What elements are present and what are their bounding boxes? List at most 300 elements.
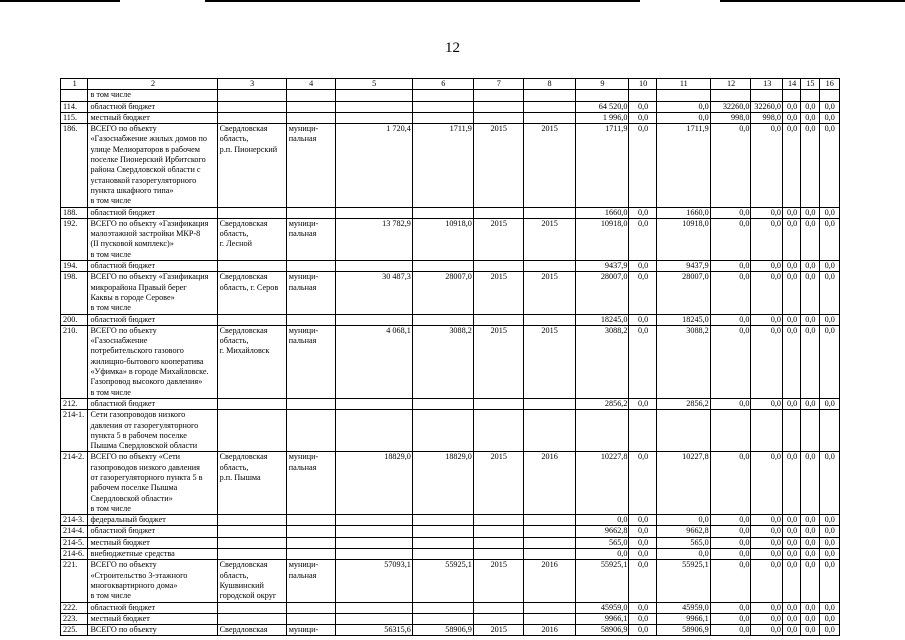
table-cell: 55925,1 [656, 560, 710, 602]
table-cell: 18245,0 [575, 314, 629, 325]
table-cell: 0,0 [801, 207, 819, 218]
table-cell: 13 782,9 [335, 218, 412, 260]
table-cell [523, 613, 575, 624]
table-cell [473, 549, 523, 560]
table-cell: 221. [61, 560, 88, 602]
table-cell: 225. [61, 625, 88, 636]
table-cell: ВСЕГО по объекту «Газоснабжение потребительского газового жилищно-бытового кооператива «Уфимка» в городе Михайловске. Газопровод высокого давления» в том числе [88, 325, 217, 398]
column-header-13: 13 [751, 79, 783, 90]
table-row [61, 613, 840, 624]
table-cell [286, 207, 335, 218]
table-cell: 0,0 [801, 549, 819, 560]
table-cell [523, 90, 575, 101]
table-cell: 0,0 [751, 452, 783, 515]
table-cell: муници- [286, 625, 335, 636]
table-cell [523, 537, 575, 548]
table-cell: 0,0 [782, 549, 800, 560]
table-cell [819, 90, 839, 101]
table-cell: 1 996,0 [575, 112, 629, 123]
table-cell: 0,0 [801, 325, 819, 398]
table-cell: 222. [61, 602, 88, 613]
table-cell: 214-2. [61, 452, 88, 515]
table-cell [782, 410, 800, 452]
table-cell: 28007,0 [412, 272, 473, 314]
table-cell: 0,0 [819, 272, 839, 314]
table-cell [217, 526, 286, 537]
table-cell: 212. [61, 398, 88, 409]
table-cell: 0,0 [751, 613, 783, 624]
table-cell: 55925,1 [412, 560, 473, 602]
table-cell: 0,0 [656, 101, 710, 112]
table-row [61, 101, 840, 112]
table-cell [782, 90, 800, 101]
table-cell: 18829,0 [335, 452, 412, 515]
table-cell [286, 549, 335, 560]
table-cell: 198. [61, 272, 88, 314]
table-cell: 0,0 [751, 515, 783, 526]
table-cell: 214-6. [61, 549, 88, 560]
table-cell [335, 207, 412, 218]
table-cell: 0,0 [801, 515, 819, 526]
table-cell: 0,0 [782, 537, 800, 548]
table-cell: 1660,0 [656, 207, 710, 218]
table-cell: 0,0 [782, 101, 800, 112]
table-cell: областной бюджет [88, 398, 217, 409]
table-cell [335, 515, 412, 526]
table-row [61, 526, 840, 537]
table-row [61, 602, 840, 613]
table-cell: 0,0 [819, 625, 839, 636]
table-cell [473, 112, 523, 123]
table-cell: 188. [61, 207, 88, 218]
table-cell: 0,0 [819, 526, 839, 537]
table-cell: 0,0 [782, 207, 800, 218]
table-cell [473, 90, 523, 101]
table-cell [473, 101, 523, 112]
table-cell: 0,0 [629, 218, 656, 260]
table-cell [656, 90, 710, 101]
table-cell: 0,0 [751, 325, 783, 398]
table-cell: 55925,1 [575, 560, 629, 602]
table-cell [61, 90, 88, 101]
table-cell [473, 602, 523, 613]
column-header-1: 1 [61, 79, 88, 90]
table-cell: 2856,2 [575, 398, 629, 409]
table-cell: 18829,0 [412, 452, 473, 515]
table-cell: Свердловская [217, 625, 286, 636]
table-cell [217, 410, 286, 452]
table-cell: 0,0 [801, 101, 819, 112]
table-cell: 0,0 [819, 325, 839, 398]
table-cell: 565,0 [575, 537, 629, 548]
table-row [61, 515, 840, 526]
table-cell [286, 90, 335, 101]
table-cell [217, 261, 286, 272]
table-cell: областной бюджет [88, 101, 217, 112]
table-cell: 0,0 [782, 625, 800, 636]
table-cell: 0,0 [710, 625, 751, 636]
table-cell: 1 720,4 [335, 124, 412, 207]
table-cell: 0,0 [782, 526, 800, 537]
table-cell: 0,0 [819, 112, 839, 123]
table-cell [473, 207, 523, 218]
table-cell: 214-4. [61, 526, 88, 537]
table-cell: муници- пальная [286, 272, 335, 314]
table-cell: ВСЕГО по объекту «Газификация микрорайона Правый берег Каквы в городе Серове» в том числе [88, 272, 217, 314]
table-cell [473, 515, 523, 526]
table-cell: 10918,0 [575, 218, 629, 260]
table-cell: 0,0 [782, 325, 800, 398]
table-cell: 2856,2 [656, 398, 710, 409]
table-row [61, 314, 840, 325]
table-cell [412, 549, 473, 560]
table-cell [412, 207, 473, 218]
table-cell [412, 101, 473, 112]
table-cell [286, 101, 335, 112]
column-header-11: 11 [656, 79, 710, 90]
table-cell: 0,0 [751, 560, 783, 602]
table-cell: Свердловская область, г. Михайловск [217, 325, 286, 398]
table-cell: 58906,9 [656, 625, 710, 636]
table-cell: областной бюджет [88, 261, 217, 272]
table-cell [523, 515, 575, 526]
table-cell: 0,0 [782, 602, 800, 613]
table-cell: 1711,9 [575, 124, 629, 207]
table-row [61, 207, 840, 218]
table-cell: 2016 [523, 560, 575, 602]
table-cell: ВСЕГО по объекту «Газификация малоэтажной застройки МКР-8 (II пусковой комплекс)» в том числе [88, 218, 217, 260]
table-cell: 0,0 [801, 112, 819, 123]
table-row [61, 261, 840, 272]
table-cell [335, 112, 412, 123]
table-cell: 10227,8 [656, 452, 710, 515]
table-cell: 0,0 [629, 613, 656, 624]
table-row [61, 410, 840, 452]
table-row [61, 625, 840, 636]
table-cell: 0,0 [710, 452, 751, 515]
table-cell [473, 537, 523, 548]
table-cell [335, 90, 412, 101]
table-cell [217, 101, 286, 112]
table-cell [286, 410, 335, 452]
table-cell: 45959,0 [656, 602, 710, 613]
table-cell: 0,0 [801, 398, 819, 409]
table-cell [523, 112, 575, 123]
table-cell: 0,0 [656, 549, 710, 560]
table-cell [801, 410, 819, 452]
table-cell: 58906,9 [412, 625, 473, 636]
table-cell [286, 537, 335, 548]
table-cell [523, 101, 575, 112]
table-row [61, 560, 840, 602]
table-cell [286, 314, 335, 325]
table-cell: 0,0 [710, 602, 751, 613]
table-cell [286, 261, 335, 272]
table-cell: муници- пальная [286, 124, 335, 207]
table-cell: 1711,9 [412, 124, 473, 207]
table-cell [217, 549, 286, 560]
header-row [61, 79, 840, 90]
table-row [61, 452, 840, 515]
table-cell: 0,0 [782, 515, 800, 526]
table-cell [473, 314, 523, 325]
table-cell: 10918,0 [412, 218, 473, 260]
table-cell: 998,0 [751, 112, 783, 123]
table-cell: 115. [61, 112, 88, 123]
table-cell: 0,0 [710, 207, 751, 218]
table-cell [335, 398, 412, 409]
table-cell: 200. [61, 314, 88, 325]
column-header-16: 16 [819, 79, 839, 90]
table-cell: 214-3. [61, 515, 88, 526]
table-cell: областной бюджет [88, 207, 217, 218]
table-cell: Свердловская область, р.п. Пышма [217, 452, 286, 515]
table-cell: 0,0 [819, 515, 839, 526]
table-cell: 58906,9 [575, 625, 629, 636]
table-cell: 0,0 [801, 314, 819, 325]
table-cell: 0,0 [819, 261, 839, 272]
table-cell: 0,0 [801, 602, 819, 613]
table-cell: 0,0 [710, 526, 751, 537]
table-cell [710, 410, 751, 452]
table-cell: ВСЕГО по объекту «Газоснабжение жилых домов по улице Мелиораторов в рабочем поселке Пионерский Ирбитского района Свердловской области с установкой газорегуляторного пункта шкафного типа» в том числе [88, 124, 217, 207]
table-cell: 3088,2 [575, 325, 629, 398]
table-cell: 0,0 [819, 398, 839, 409]
table-cell [286, 613, 335, 624]
table-cell: областной бюджет [88, 526, 217, 537]
table-cell [523, 526, 575, 537]
table-row [61, 112, 840, 123]
table-cell [217, 515, 286, 526]
table-cell: 0,0 [710, 124, 751, 207]
table-cell: 114. [61, 101, 88, 112]
table-cell: 0,0 [819, 314, 839, 325]
table-cell [217, 613, 286, 624]
table-cell: 0,0 [629, 325, 656, 398]
table-cell: 0,0 [819, 101, 839, 112]
table-cell: 0,0 [751, 124, 783, 207]
table-cell: Свердловская область, г. Лесной [217, 218, 286, 260]
table-cell: Свердловская область, г. Серов [217, 272, 286, 314]
table-cell: 0,0 [710, 515, 751, 526]
column-header-10: 10 [629, 79, 656, 90]
table-cell: 0,0 [751, 526, 783, 537]
table-cell: 0,0 [751, 602, 783, 613]
table-cell: 57093,1 [335, 560, 412, 602]
table-cell [286, 526, 335, 537]
table-cell: 9437,9 [656, 261, 710, 272]
table-cell: 0,0 [782, 112, 800, 123]
table-cell: 0,0 [710, 613, 751, 624]
table-cell: областной бюджет [88, 314, 217, 325]
top-rule-left [0, 0, 120, 2]
table-cell: Сети газопроводов низкого давления от газорегуляторного пункта 5 в рабочем поселке Пышма Свердловской области [88, 410, 217, 452]
table-cell: 1711,9 [656, 124, 710, 207]
table-cell [335, 549, 412, 560]
table-cell: 0,0 [629, 515, 656, 526]
table-cell: 0,0 [751, 218, 783, 260]
table-cell: 2015 [523, 272, 575, 314]
table-cell [656, 410, 710, 452]
table-cell: 0,0 [751, 261, 783, 272]
table-row [61, 272, 840, 314]
table-cell: 10227,8 [575, 452, 629, 515]
table-cell [335, 537, 412, 548]
table-cell [412, 515, 473, 526]
table-cell [286, 112, 335, 123]
table-cell: 2016 [523, 625, 575, 636]
table-cell: 0,0 [629, 314, 656, 325]
table-cell: 0,0 [819, 560, 839, 602]
table-cell: 0,0 [629, 207, 656, 218]
table-cell: 0,0 [629, 602, 656, 613]
column-header-4: 4 [286, 79, 335, 90]
table-cell [412, 90, 473, 101]
table-cell: 2015 [473, 124, 523, 207]
table-cell [523, 314, 575, 325]
table-cell: 0,0 [751, 625, 783, 636]
table-row [61, 398, 840, 409]
table-cell [629, 90, 656, 101]
table-cell [335, 261, 412, 272]
table-cell: 0,0 [801, 560, 819, 602]
table-cell: Свердловская область, р.п. Пионерский [217, 124, 286, 207]
table-cell [473, 398, 523, 409]
table-cell: 0,0 [629, 101, 656, 112]
table-cell [710, 90, 751, 101]
table-cell [412, 398, 473, 409]
column-header-5: 5 [335, 79, 412, 90]
table-cell: 10918,0 [656, 218, 710, 260]
table-cell: 56315,6 [335, 625, 412, 636]
column-header-15: 15 [801, 79, 819, 90]
table-cell: 4 068,1 [335, 325, 412, 398]
table-cell: 0,0 [782, 613, 800, 624]
table-cell: 0,0 [751, 272, 783, 314]
table-cell [523, 207, 575, 218]
table-cell: 9966,1 [575, 613, 629, 624]
table-cell: 28007,0 [656, 272, 710, 314]
table-cell: 0,0 [801, 537, 819, 548]
table-cell [473, 613, 523, 624]
column-header-14: 14 [782, 79, 800, 90]
table-cell: 0,0 [801, 526, 819, 537]
top-rule-center [205, 0, 640, 2]
column-header-3: 3 [217, 79, 286, 90]
table-cell [801, 90, 819, 101]
table-cell [217, 207, 286, 218]
table-cell: 3088,2 [412, 325, 473, 398]
table-cell: 0,0 [801, 625, 819, 636]
table-cell: 0,0 [819, 613, 839, 624]
table-cell: 0,0 [575, 515, 629, 526]
table-cell: местный бюджет [88, 613, 217, 624]
table-cell [819, 410, 839, 452]
table-cell [286, 398, 335, 409]
table-cell [751, 90, 783, 101]
table-cell [335, 314, 412, 325]
table-cell: 0,0 [782, 124, 800, 207]
table-row [61, 124, 840, 207]
table-cell: 0,0 [782, 314, 800, 325]
table-cell: 32260,0 [751, 101, 783, 112]
table-cell: 0,0 [629, 261, 656, 272]
table-cell: 0,0 [629, 625, 656, 636]
table-cell: 0,0 [801, 613, 819, 624]
table-cell [335, 101, 412, 112]
table-cell: 0,0 [575, 549, 629, 560]
table-cell [629, 410, 656, 452]
table-cell [286, 602, 335, 613]
table-cell: 2015 [523, 325, 575, 398]
table-cell: 0,0 [629, 537, 656, 548]
table-cell: Свердловская область, Кушвинский городской округ [217, 560, 286, 602]
table-cell: 192. [61, 218, 88, 260]
table-cell: 30 487,3 [335, 272, 412, 314]
table-row [61, 549, 840, 560]
table-cell: 0,0 [629, 112, 656, 123]
table-cell: 194. [61, 261, 88, 272]
table-cell: 214-5. [61, 537, 88, 548]
table-cell: 2015 [523, 218, 575, 260]
table-cell: ВСЕГО по объекту [88, 625, 217, 636]
page-number: 12 [445, 40, 460, 56]
table-cell [473, 410, 523, 452]
table-cell: 0,0 [782, 560, 800, 602]
table-cell [412, 602, 473, 613]
table-cell: муници- пальная [286, 218, 335, 260]
table-cell: 0,0 [801, 124, 819, 207]
table-cell: 2016 [523, 452, 575, 515]
table-cell: 9662,8 [575, 526, 629, 537]
table-cell [473, 526, 523, 537]
table-cell: 0,0 [782, 452, 800, 515]
table-row [61, 537, 840, 548]
table-cell [412, 261, 473, 272]
table-cell [523, 602, 575, 613]
table-cell [217, 537, 286, 548]
table-cell [412, 112, 473, 123]
table-cell: 2015 [473, 625, 523, 636]
table-row [61, 325, 840, 398]
table-cell: 0,0 [751, 537, 783, 548]
table-row [61, 218, 840, 260]
table-cell: 0,0 [710, 261, 751, 272]
table-cell: ВСЕГО по объекту «Строительство 3-этажного многоквартирного дома» в том числе [88, 560, 217, 602]
table-cell [217, 602, 286, 613]
table-cell [473, 261, 523, 272]
top-rule-right [720, 0, 905, 2]
table-row [61, 90, 840, 101]
table-cell: 32260,0 [710, 101, 751, 112]
table-cell: муници- пальная [286, 452, 335, 515]
table-cell [751, 410, 783, 452]
table-cell [523, 261, 575, 272]
table-cell: 2015 [473, 272, 523, 314]
column-header-12: 12 [710, 79, 751, 90]
table-cell [523, 398, 575, 409]
table-cell [523, 410, 575, 452]
table-cell: 0,0 [629, 452, 656, 515]
table-cell: федеральный бюджет [88, 515, 217, 526]
table-cell: 0,0 [751, 398, 783, 409]
table-cell: 0,0 [629, 398, 656, 409]
table-cell: 45959,0 [575, 602, 629, 613]
table-cell: 0,0 [629, 560, 656, 602]
table-cell: 0,0 [710, 272, 751, 314]
table-cell: 0,0 [782, 272, 800, 314]
table-cell: 0,0 [710, 398, 751, 409]
